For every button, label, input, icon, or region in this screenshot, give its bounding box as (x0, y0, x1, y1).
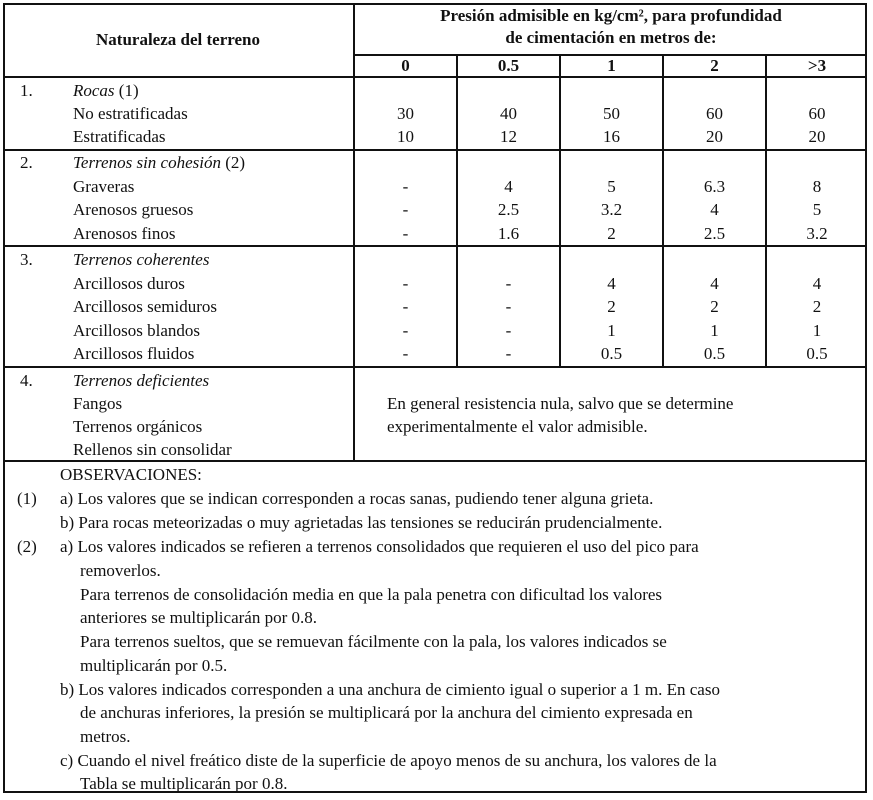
cell-value: 2 (607, 224, 616, 243)
note-ref: (2) (225, 153, 246, 172)
observation-line: Para terrenos de consolidación media en que la pala penetra con dificultad los valores (80, 585, 663, 604)
cell-value: 1 (710, 321, 719, 340)
column-group-header-line1: Presión admisible en kg/cm², para profundidad (440, 6, 782, 25)
section-title-text: Terrenos deficientes (73, 371, 210, 390)
cell-value: - (505, 297, 512, 316)
depth-header-0.5: 0.5 (497, 56, 520, 75)
cell-value: - (505, 321, 512, 340)
cell-value: 2.5 (703, 224, 726, 243)
observation-line: b) Los valores indicados corresponden a una anchura de cimiento igual o superior a 1 m. En caso (60, 680, 720, 699)
cell-value: 3.2 (600, 200, 623, 219)
cell-value: 2 (710, 297, 719, 316)
section-title (73, 369, 209, 393)
cell-value: 60 (808, 104, 826, 123)
observation-line: anteriores se multiplicarán por 0.8. (80, 608, 317, 627)
cell-value: 4 (607, 274, 616, 293)
cell-value: - (402, 177, 409, 196)
observation-line: de anchuras inferiores, la presión se multiplicará por la anchura del cimiento expresada en (80, 703, 693, 722)
section-title-text: Rocas (73, 81, 115, 100)
observation-line: removerlos. (80, 561, 161, 580)
observation-ref: (1) (17, 489, 37, 508)
cell-value: 0.5 (600, 344, 623, 363)
cell-value: 0.5 (703, 344, 726, 363)
depth-header-2: 2 (710, 56, 719, 75)
section-title-text: Terrenos sin cohesión (73, 153, 221, 172)
cell-value: 2 (607, 297, 616, 316)
row-label: Arcillosos blandos (73, 321, 201, 340)
cell-value: 5 (607, 177, 616, 196)
observation-line: multiplicarán por 0.5. (80, 656, 228, 675)
column-group-header-line2: de cimentación en metros de: (505, 28, 717, 47)
observation-ref: (2) (17, 537, 37, 556)
cell-value: 8 (812, 177, 822, 196)
cell-value: 3.2 (806, 224, 828, 243)
cell-value: 6.3 (703, 177, 726, 196)
observations-title: OBSERVACIONES: (60, 465, 202, 484)
cell-value: 1.6 (497, 224, 520, 243)
cell-value: 1 (607, 321, 616, 340)
section-title (73, 151, 245, 175)
section-number: 1. (20, 81, 33, 100)
row-label: Arcillosos duros (73, 274, 185, 293)
cell-value: 20 (808, 127, 826, 146)
observation-line: a) Los valores que se indican corresponden a rocas sanas, pudiendo tener alguna grieta. (60, 489, 654, 508)
section-title (73, 248, 209, 272)
merged-note-line1: En general resistencia nula, salvo que se determine (387, 394, 734, 413)
row-label: Arenosos gruesos (73, 200, 194, 219)
depth-header-1: 1 (607, 56, 616, 75)
cell-value: 5 (812, 200, 822, 219)
cell-value: 4 (710, 200, 719, 219)
cell-value: 2 (812, 297, 822, 316)
row-label: Estratificadas (73, 127, 166, 146)
row-label: Arenosos finos (73, 224, 176, 243)
cell-value: - (402, 321, 409, 340)
cell-value: - (505, 344, 512, 363)
observation-line: c) Cuando el nivel freático diste de la superficie de apoyo menos de su anchura, los valores de la (60, 751, 717, 770)
row-label: Arcillosos semiduros (73, 297, 218, 316)
row-label: Graveras (73, 177, 135, 196)
cell-value: - (402, 344, 409, 363)
cell-value: 50 (603, 104, 620, 123)
cell-value: - (505, 274, 512, 293)
row-label: Fangos (73, 394, 123, 413)
observation-line: metros. (80, 727, 131, 746)
cell-value: 10 (397, 127, 414, 146)
cell-value: 2.5 (497, 200, 520, 219)
cell-value: 16 (603, 127, 620, 146)
cell-value: 4 (812, 274, 822, 293)
row-label: Terrenos orgánicos (73, 417, 203, 436)
cell-value: 60 (706, 104, 723, 123)
section-number: 2. (20, 153, 33, 172)
cell-value: 4 (504, 177, 513, 196)
cell-value: - (402, 274, 409, 293)
cell-value: 12 (500, 127, 517, 146)
observation-line: b) Para rocas meteorizadas o muy agrietadas las tensiones se reducirán prudencialmente. (60, 513, 663, 532)
section-number: 3. (20, 250, 33, 269)
note-ref: (1) (118, 81, 139, 100)
row-label: Rellenos sin consolidar (73, 440, 232, 459)
cell-value: - (402, 200, 409, 219)
row-label: Arcillosos fluidos (73, 344, 195, 363)
cell-value: 0.5 (806, 344, 828, 363)
cell-value: 4 (710, 274, 719, 293)
depth-header-0: 0 (401, 56, 410, 75)
observation-line: Para terrenos sueltos, que se remuevan fácilmente con la pala, los valores indicados se (80, 632, 667, 651)
column-header-terrain: Naturaleza del terreno (96, 30, 260, 49)
cell-value: 40 (500, 104, 517, 123)
cell-value: 20 (706, 127, 723, 146)
observation-line: a) Los valores indicados se refieren a terrenos consolidados que requieren el uso del pico para (60, 537, 699, 556)
divider (3, 76, 867, 78)
merged-note-line2: experimentalmente el valor admisible. (387, 417, 648, 436)
cell-value: - (402, 297, 409, 316)
divider (3, 366, 867, 368)
row-label: No estratificadas (73, 104, 188, 123)
cell-value: - (402, 224, 409, 243)
section-title (73, 79, 139, 103)
section-number: 4. (20, 371, 33, 390)
depth-header-gt3: >3 (807, 56, 827, 75)
section-title-text: Terrenos coherentes (73, 250, 210, 269)
cell-value: 1 (812, 321, 822, 340)
cell-value: 30 (397, 104, 414, 123)
observation-line: Tabla se multiplicarán por 0.8. (80, 774, 288, 793)
